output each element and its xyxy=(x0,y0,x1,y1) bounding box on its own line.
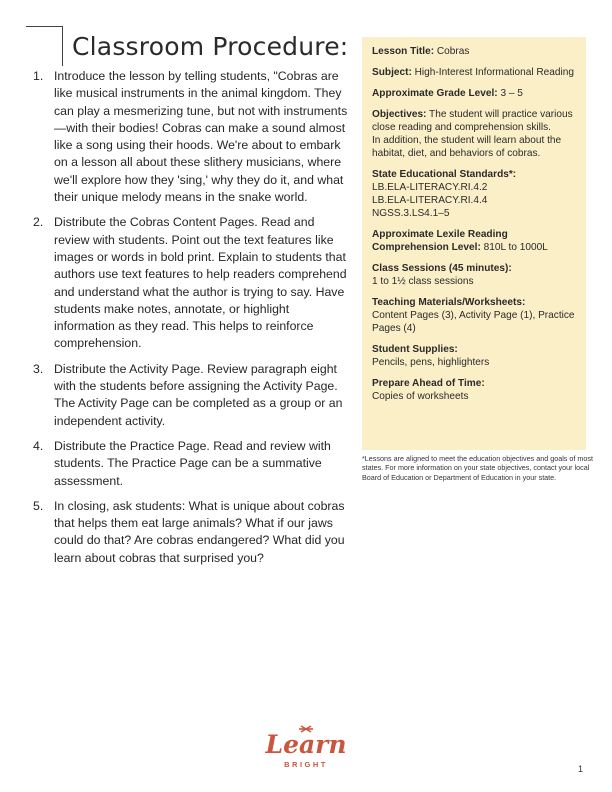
standards-field xyxy=(372,168,576,220)
grade-field xyxy=(372,87,576,100)
logo-subtitle: BRIGHT xyxy=(284,760,328,769)
procedure-step xyxy=(33,498,353,567)
sessions-label: Class Sessions (45 minutes): xyxy=(372,263,512,274)
step-number: 4. xyxy=(33,438,44,453)
standards-footnote: *Lessons are aligned to meet the education objectives and goals of most states. For more information on your state objectives, contact your local Board of Education or Department of Education in your state. xyxy=(362,454,593,482)
materials-field xyxy=(372,296,576,335)
standard-item: LB.ELA-LITERACY.RI.4.4 xyxy=(372,195,488,206)
lesson-title-field xyxy=(372,45,576,58)
standard-item: LB.ELA-LITERACY.RI.4.2 xyxy=(372,182,488,193)
supplies-value: Pencils, pens, highlighters xyxy=(372,357,490,368)
objectives-text-extra: In addition, the student will learn about the habitat, diet, and behaviors of cobras. xyxy=(372,135,562,159)
procedure-step xyxy=(33,361,353,430)
standards-label: State Educational Standards*: xyxy=(372,169,517,180)
supplies-field xyxy=(372,343,576,369)
standard-item: NGSS.3.LS4.1–5 xyxy=(372,208,450,219)
materials-label: Teaching Materials/Worksheets: xyxy=(372,297,526,308)
page-title: Classroom Procedure: xyxy=(72,32,349,61)
logo-wordmark: Learn xyxy=(265,730,347,759)
objectives-text: The student will practice various close reading and comprehension skills. xyxy=(372,109,573,133)
subject-label: Subject: xyxy=(372,67,412,78)
lexile-value: 810L to 1000L xyxy=(483,242,548,253)
procedure-list xyxy=(33,68,353,575)
lexile-label: Approximate Lexile Reading Comprehension Level: xyxy=(372,229,508,253)
materials-value: Content Pages (3), Activity Page (1), Practice Pages (4) xyxy=(372,310,575,334)
step-text: Distribute the Cobras Content Pages. Read and review with students. Point out the text features like images or words in bold print. Explain to students that authors use text features to help readers comprehend and understand what the author is trying to say. Have students make notes, annotate, or highlight information as they read. This helps to reinforce comprehension. xyxy=(54,215,347,351)
page-number: 1 xyxy=(578,764,584,774)
prepare-value: Copies of worksheets xyxy=(372,391,469,402)
supplies-label: Student Supplies: xyxy=(372,344,458,355)
subject-value: High-Interest Informational Reading xyxy=(414,67,574,78)
sessions-value: 1 to 1½ class sessions xyxy=(372,276,474,287)
step-number: 3. xyxy=(33,361,44,376)
procedure-step xyxy=(33,68,353,206)
step-text: In closing, ask students: What is unique about cobras that helps them eat large animals? What if our jaws could do that? Are cobras endangered? What did you learn about cobras that surprised you? xyxy=(54,498,345,565)
step-text: Introduce the lesson by telling students, "Cobras are like musical instruments in the animal kingdom. They can play a mesmerizing tune, but not with instruments—with their bodies! Cobras can make a sound almost like a song using their hoods. We're about to embark on a lesson all about these slithery musicians, where we'll explore how they 'sing,' why they do it, and what their unique melody means in the snake world. xyxy=(54,69,348,205)
lexile-field xyxy=(372,228,576,254)
objectives-label: Objectives: xyxy=(372,109,427,120)
lesson-info-panel xyxy=(362,37,586,450)
step-number: 5. xyxy=(33,498,44,513)
step-text: Distribute the Practice Page. Read and review with students. The Practice Page can be a summative assessment. xyxy=(54,438,331,488)
prepare-field xyxy=(372,377,576,403)
step-number: 2. xyxy=(33,215,44,230)
grade-value: 3 – 5 xyxy=(500,88,523,99)
step-number: 1. xyxy=(33,69,44,83)
prepare-label: Prepare Ahead of Time: xyxy=(372,378,485,389)
learn-bright-logo xyxy=(246,722,366,772)
step-text: Distribute the Activity Page. Review paragraph eight with the students before assigning the Activity Page. The Activity Page can be completed as a group or an independent activity. xyxy=(54,361,343,428)
objectives-field xyxy=(372,108,576,160)
grade-label: Approximate Grade Level: xyxy=(372,88,498,99)
corner-mark-horizontal xyxy=(26,26,62,27)
sessions-field xyxy=(372,262,576,288)
corner-mark-vertical xyxy=(62,26,63,66)
procedure-step xyxy=(33,214,353,352)
lesson-title-label: Lesson Title: xyxy=(372,46,435,57)
procedure-step xyxy=(33,438,353,490)
lesson-title-value: Cobras xyxy=(436,46,470,57)
subject-field xyxy=(372,66,576,79)
